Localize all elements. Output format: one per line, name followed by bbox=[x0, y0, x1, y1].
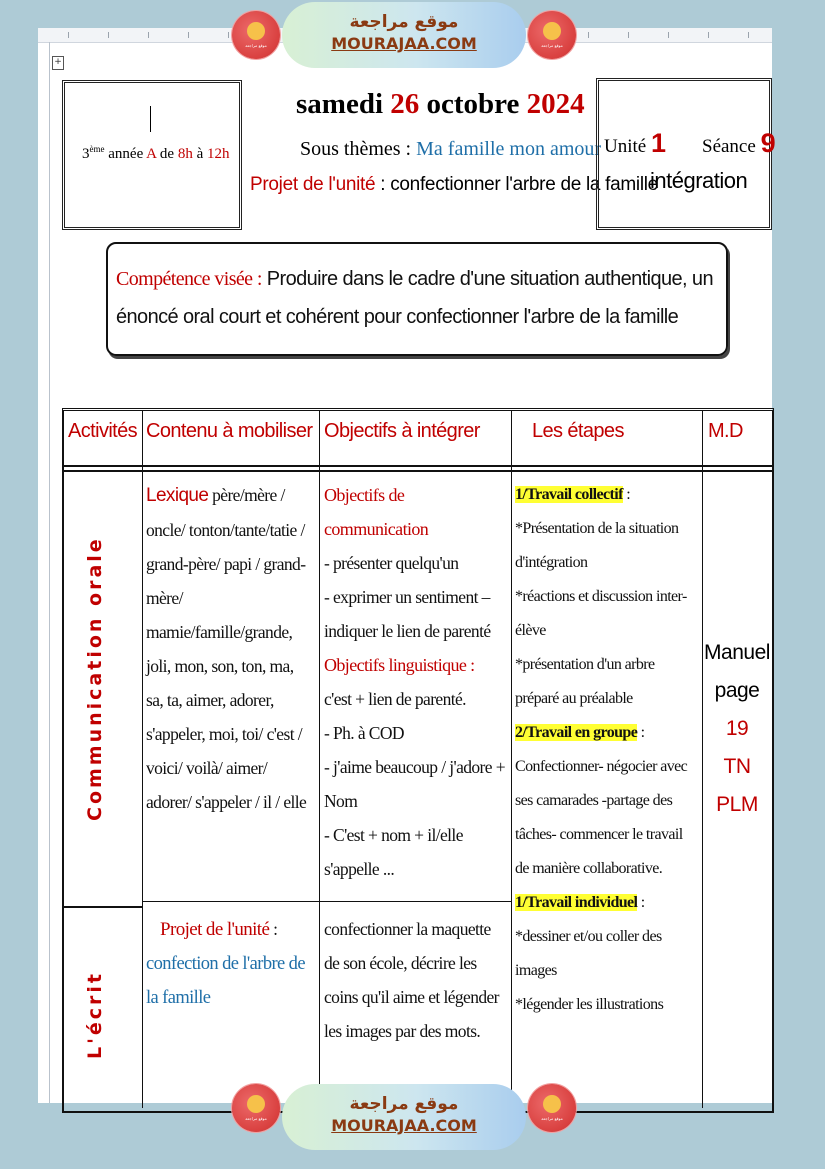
margin-line bbox=[49, 42, 50, 1103]
lexique-cell: Lexique père/mère / oncle/ tonton/tante/tatie / grand-père/ papi / grand-mère/ mamie/famille/grande, joli, mon, son, ton, ma, sa, ta, aimer, adorer, s'appeler, moi, toi/ c'est / voici/ voilà/ aimer/ adorer/ s'appeler / il / elle bbox=[146, 485, 307, 812]
row-divider-content bbox=[142, 901, 512, 902]
col-header-activities: Activités bbox=[68, 420, 138, 442]
site-logo-icon: موقع مراجعة bbox=[528, 11, 576, 59]
site-banner-bottom[interactable]: موقع مراجعة MOURAJAA.COM bbox=[282, 1084, 526, 1150]
steps-cell: 1/Travail collectif : *Présentation de la situation d'intégration *réactions et discussion inter-élève *présentation d'un arbre préparé au préalable 2/Travail en groupe : Confectionner- négocier avec ses camarades -partage des tâches- commencer le travail de manière collaborative. 1/Travail individuel : *dessiner et/ou coller des images *légender les illustrations bbox=[515, 486, 688, 1013]
project-cell: Projet de l'unité : confection de l'arbre de la famille bbox=[146, 919, 305, 1008]
sub-themes: Sous thèmes : Ma famille mon amour bbox=[300, 138, 602, 160]
col-header-steps: Les étapes bbox=[532, 420, 624, 442]
competence-text: Compétence visée : Produire dans le cadre d'une situation authentique, un énoncé oral court et cohérent pour confectionner l'arbre de la famille bbox=[116, 268, 713, 328]
table-anchor-icon[interactable]: + bbox=[52, 56, 64, 70]
unit-project: Projet de l'unité : confectionner l'arbre de la famille bbox=[250, 174, 658, 195]
text-cursor bbox=[150, 106, 151, 132]
lesson-date: samedi 26 octobre 2024 bbox=[296, 88, 585, 120]
site-logo-icon: موقع مراجعة bbox=[232, 1084, 280, 1132]
col-header-objectives: Objectifs à intégrer bbox=[324, 420, 480, 442]
col-header-md: M.D bbox=[708, 420, 743, 442]
materials-cell: Manuel page 19 TN PLM bbox=[704, 641, 770, 816]
header-divider bbox=[62, 465, 772, 467]
objectives-cell: Objectifs de communication - présenter quelqu'un - exprimer un sentiment – indiquer le lien de parenté Objectifs linguistique : c'est + lien de parenté. - Ph. à COD - j'aime beaucoup / j'adore + Nom - C'est + nom + il/elle s'appelle ... bbox=[324, 485, 505, 879]
site-logo-icon: موقع مراجعة bbox=[528, 1084, 576, 1132]
activity-oral: Communication orale bbox=[84, 536, 106, 821]
document-page bbox=[38, 28, 776, 1103]
col-header-content: Contenu à mobiliser bbox=[146, 420, 313, 442]
row-divider-activity bbox=[64, 906, 142, 908]
activity-written: L'écrit bbox=[84, 970, 106, 1060]
class-info: 3ème année A de 8h à 12h bbox=[82, 144, 230, 162]
unit-session: Unité 1 Séance 9 bbox=[604, 128, 776, 158]
written-objective-cell: confectionner la maquette de son école, décrire les coins qu'il aime et légender les images par des mots. bbox=[324, 919, 499, 1041]
session-type: intégration bbox=[650, 168, 748, 193]
site-banner-top[interactable]: موقع مراجعة MOURAJAA.COM bbox=[282, 2, 526, 68]
site-logo-icon: موقع مراجعة bbox=[232, 11, 280, 59]
